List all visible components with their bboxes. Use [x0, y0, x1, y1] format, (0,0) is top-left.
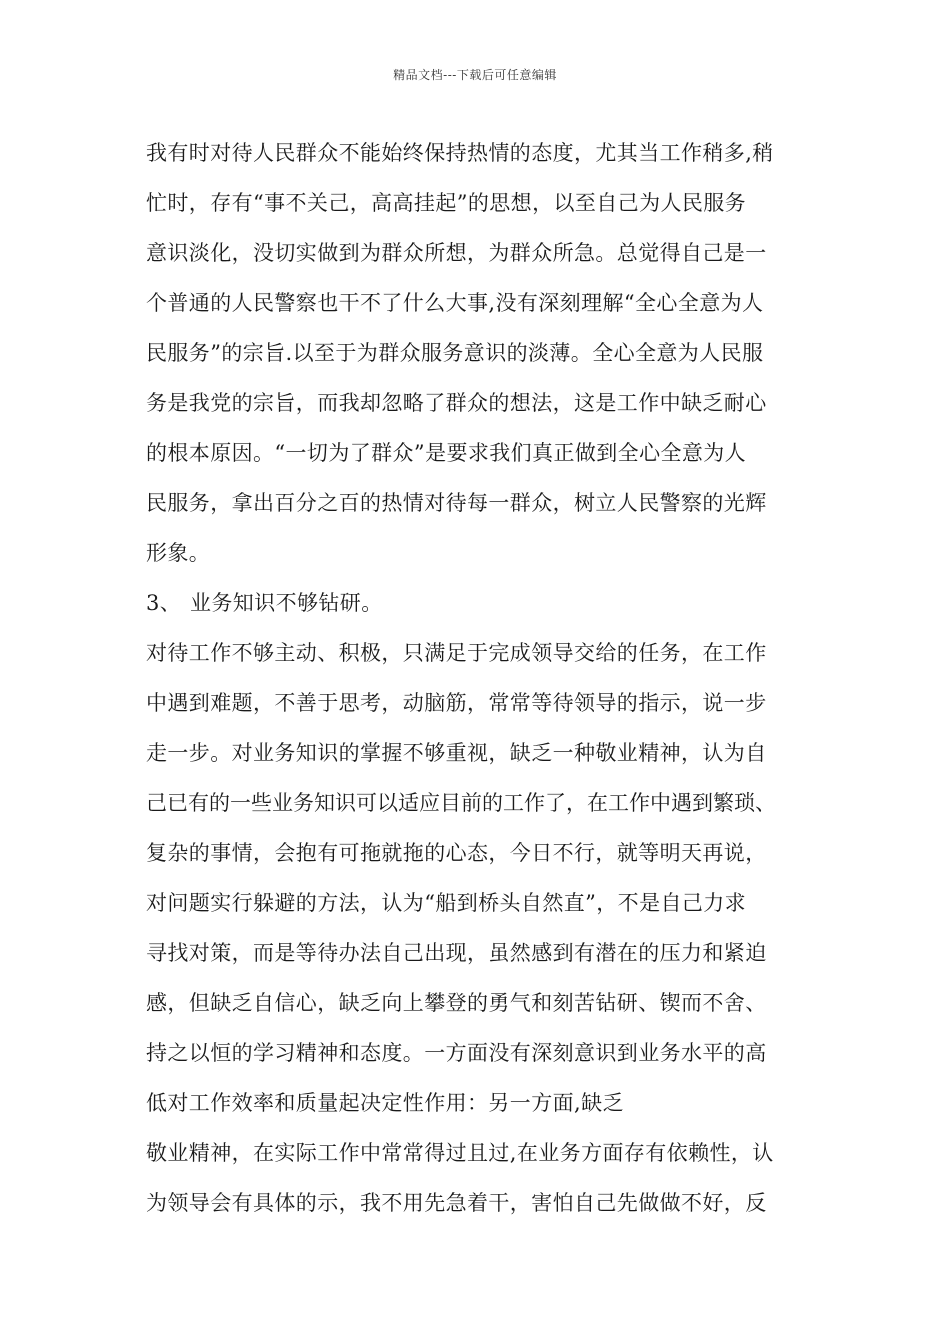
- paragraph-line: 中遇到难题，不善于思考，动脑筋，常常等待领导的指示，说一步: [146, 691, 767, 715]
- paragraph-line: 感，但缺乏自信心，缺乏向上攀登的勇气和刻苦钻研、锲而不舍、: [146, 991, 767, 1015]
- paragraph-line: 为领导会有具体的示，我不用先急着干，害怕自己先做做不好，反: [146, 1191, 767, 1215]
- paragraph-line: 复杂的事情，会抱有可拖就拖的心态，今日不行，就等明天再说，: [146, 841, 767, 865]
- paragraph-line: 低对工作效率和质量起决定性作用：另一方面,缺乏: [146, 1091, 624, 1115]
- paragraph-line: 的根本原因。“一切为了群众”是要求我们真正做到全心全意为人: [146, 441, 747, 465]
- paragraph-line: 民服务”的宗旨.以至于为群众服务意识的淡薄。全心全意为人民服: [146, 341, 764, 365]
- paragraph-line: 意识淡化，没切实做到为群众所想，为群众所急。总觉得自己是一: [146, 241, 767, 265]
- paragraph-line: 对待工作不够主动、积极，只满足于完成领导交给的任务，在工作: [146, 641, 767, 665]
- paragraph-line: 持之以恒的学习精神和态度。一方面没有深刻意识到业务水平的高: [146, 1041, 767, 1065]
- paragraph-line: 民服务，拿出百分之百的热情对待每一群众，树立人民警察的光辉: [146, 491, 767, 515]
- document-body: [146, 128, 846, 1228]
- page-header: 精品文档---下载后可任意编辑: [393, 68, 557, 82]
- paragraph-line: 寻找对策，而是等待办法自己出现，虽然感到有潜在的压力和紧迫: [146, 941, 767, 965]
- paragraph-line: 我有时对待人民群众不能始终保持热情的态度，尤其当工作稍多,稍: [146, 141, 774, 165]
- paragraph-line: 务是我党的宗旨，而我却忽略了群众的想法，这是工作中缺乏耐心: [146, 391, 767, 415]
- section-title: 业务知识不够钻研。: [190, 591, 383, 615]
- paragraph-line: 形象。: [146, 541, 211, 565]
- paragraph-line: 走一步。对业务知识的掌握不够重视，缺乏一种敬业精神，认为自: [146, 741, 767, 765]
- paragraph-line: 个普通的人民警察也干不了什么大事,没有深刻理解“全心全意为人: [146, 291, 764, 315]
- paragraph-line: 己已有的一些业务知识可以适应目前的工作了，在工作中遇到繁琐、: [146, 791, 776, 815]
- paragraph-line: 忙时，存有“事不关己，高高挂起”的思想，以至自己为人民服务: [146, 191, 747, 215]
- paragraph-line: 对问题实行躲避的方法，认为“船到桥头自然直”，不是自己力求: [146, 891, 747, 915]
- paragraph-line: 敬业精神，在实际工作中常常得过且过,在业务方面存有依赖性，认: [146, 1141, 774, 1165]
- section-heading: [146, 578, 846, 628]
- section-number: 3、: [146, 591, 182, 615]
